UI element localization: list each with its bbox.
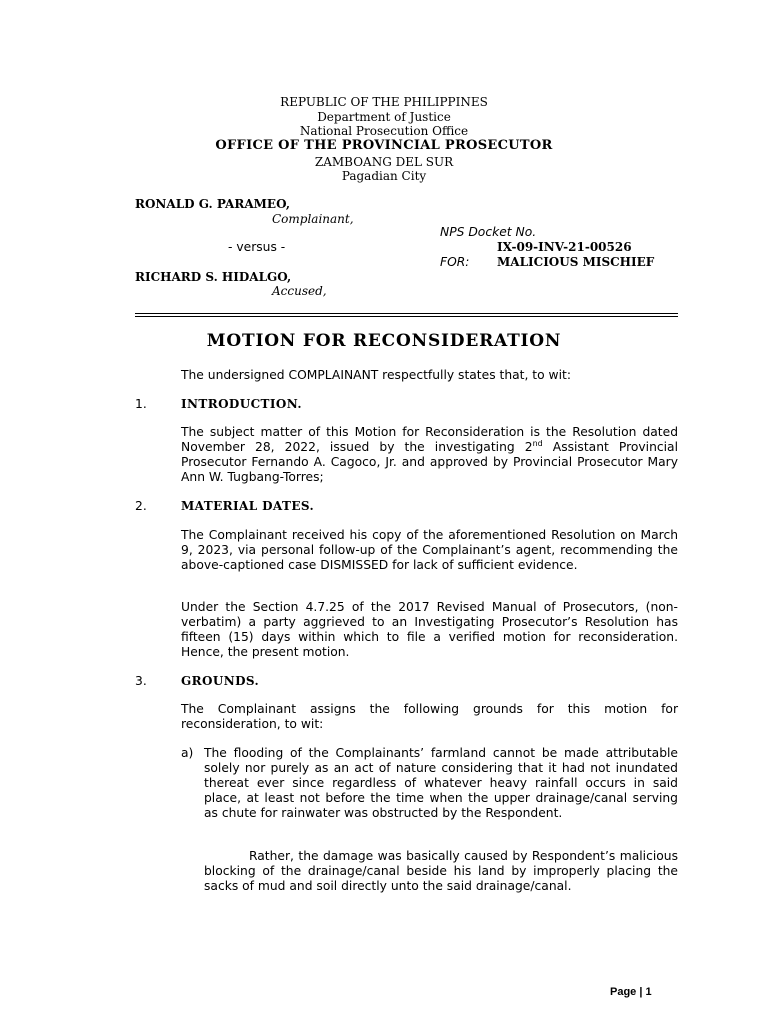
department-heading: Department of Justice <box>317 110 451 124</box>
section-2-number: 2. <box>135 499 147 513</box>
ground-item-a-text: The flooding of the Complainants’ farmland cannot be made attributable solely nor purely as an act of nature considering that it had not inundated thereat ever since regardless of whatever heavy rainfall occurs in said place, at least not before the time when the upper drainage/canal serving as chute for rainwater was obstructed by the Respondent. <box>204 746 678 820</box>
for-label: FOR: <box>440 255 470 269</box>
section-3-title: GROUNDS. <box>181 674 260 688</box>
province-heading: ZAMBOANG DEL SUR <box>314 155 454 169</box>
office-heading: OFFICE OF THE PROVINCIAL PROSECUTOR <box>215 138 553 153</box>
section-2-paragraph-1: The Complainant received his copy of the aforementioned Resolution on March 9, 2023, via personal follow-up of the Complainant’s agent, recommending the above-captioned case DISMISSED for lack of sufficient evidence. <box>181 528 678 572</box>
section-1-text-b: Assistant Provincial Prosecutor Fernando A. Cagoco, Jr. and approved by Provincial Prosecutor Mary Ann W. Tugbang-Torres; <box>181 440 678 484</box>
section-1-title: INTRODUCTION. <box>181 397 302 411</box>
section-2-paragraph-2: Under the Section 4.7.25 of the 2017 Revised Manual of Prosecutors, (non-verbatim) a party aggrieved to an Investigating Prosecutor’s Resolution has fifteen (15) days within which to file a verified motion for reconsideration. Hence, the present motion. <box>181 600 678 659</box>
for-value: MALICIOUS MISCHIEF <box>497 255 655 269</box>
complainant-role: Complainant, <box>272 212 354 226</box>
divider-bottom <box>135 316 678 317</box>
ground-item-a-label: a) <box>181 746 194 760</box>
section-3-paragraph-1: The Complainant assigns the following grounds for this motion for reconsideration, to wit: <box>181 702 678 731</box>
republic-heading: REPUBLIC OF THE PHILIPPINES <box>280 95 488 109</box>
ordinal-superscript: nd <box>532 438 543 448</box>
page-number: Page | 1 <box>610 986 652 998</box>
nps-heading: National Prosecution Office <box>299 124 469 138</box>
accused-role: Accused, <box>272 284 327 298</box>
accused-name: RICHARD S. HIDALGO, <box>135 270 292 284</box>
section-3-number: 3. <box>135 674 147 688</box>
ground-item-a-paragraph-2: Rather, the damage was basically caused by Respondent’s malicious blocking of the drainage/canal beside his land by improperly placing the sacks of mud and soil directly unto the said drainage/canal. <box>204 849 678 893</box>
docket-number: IX-09-INV-21-00526 <box>497 240 632 254</box>
versus-text: - versus - <box>228 240 286 254</box>
intro-paragraph: The undersigned COMPLAINANT respectfully states that, to wit: <box>181 368 571 382</box>
city-heading: Pagadian City <box>341 169 427 183</box>
divider-top <box>135 313 678 314</box>
docket-label: NPS Docket No. <box>440 225 537 239</box>
section-1-paragraph <box>181 425 678 485</box>
complainant-name: RONALD G. PARAMEO, <box>135 197 291 211</box>
document-title: MOTION FOR RECONSIDERATION <box>206 331 562 351</box>
section-1-text-a: The subject matter of this Motion for Reconsideration is the Resolution dated November 28, 2022, issued by the investigating 2 <box>181 425 678 454</box>
ground-item-a <box>181 746 678 821</box>
section-1-number: 1. <box>135 397 147 411</box>
section-2-title: MATERIAL DATES. <box>181 499 315 513</box>
